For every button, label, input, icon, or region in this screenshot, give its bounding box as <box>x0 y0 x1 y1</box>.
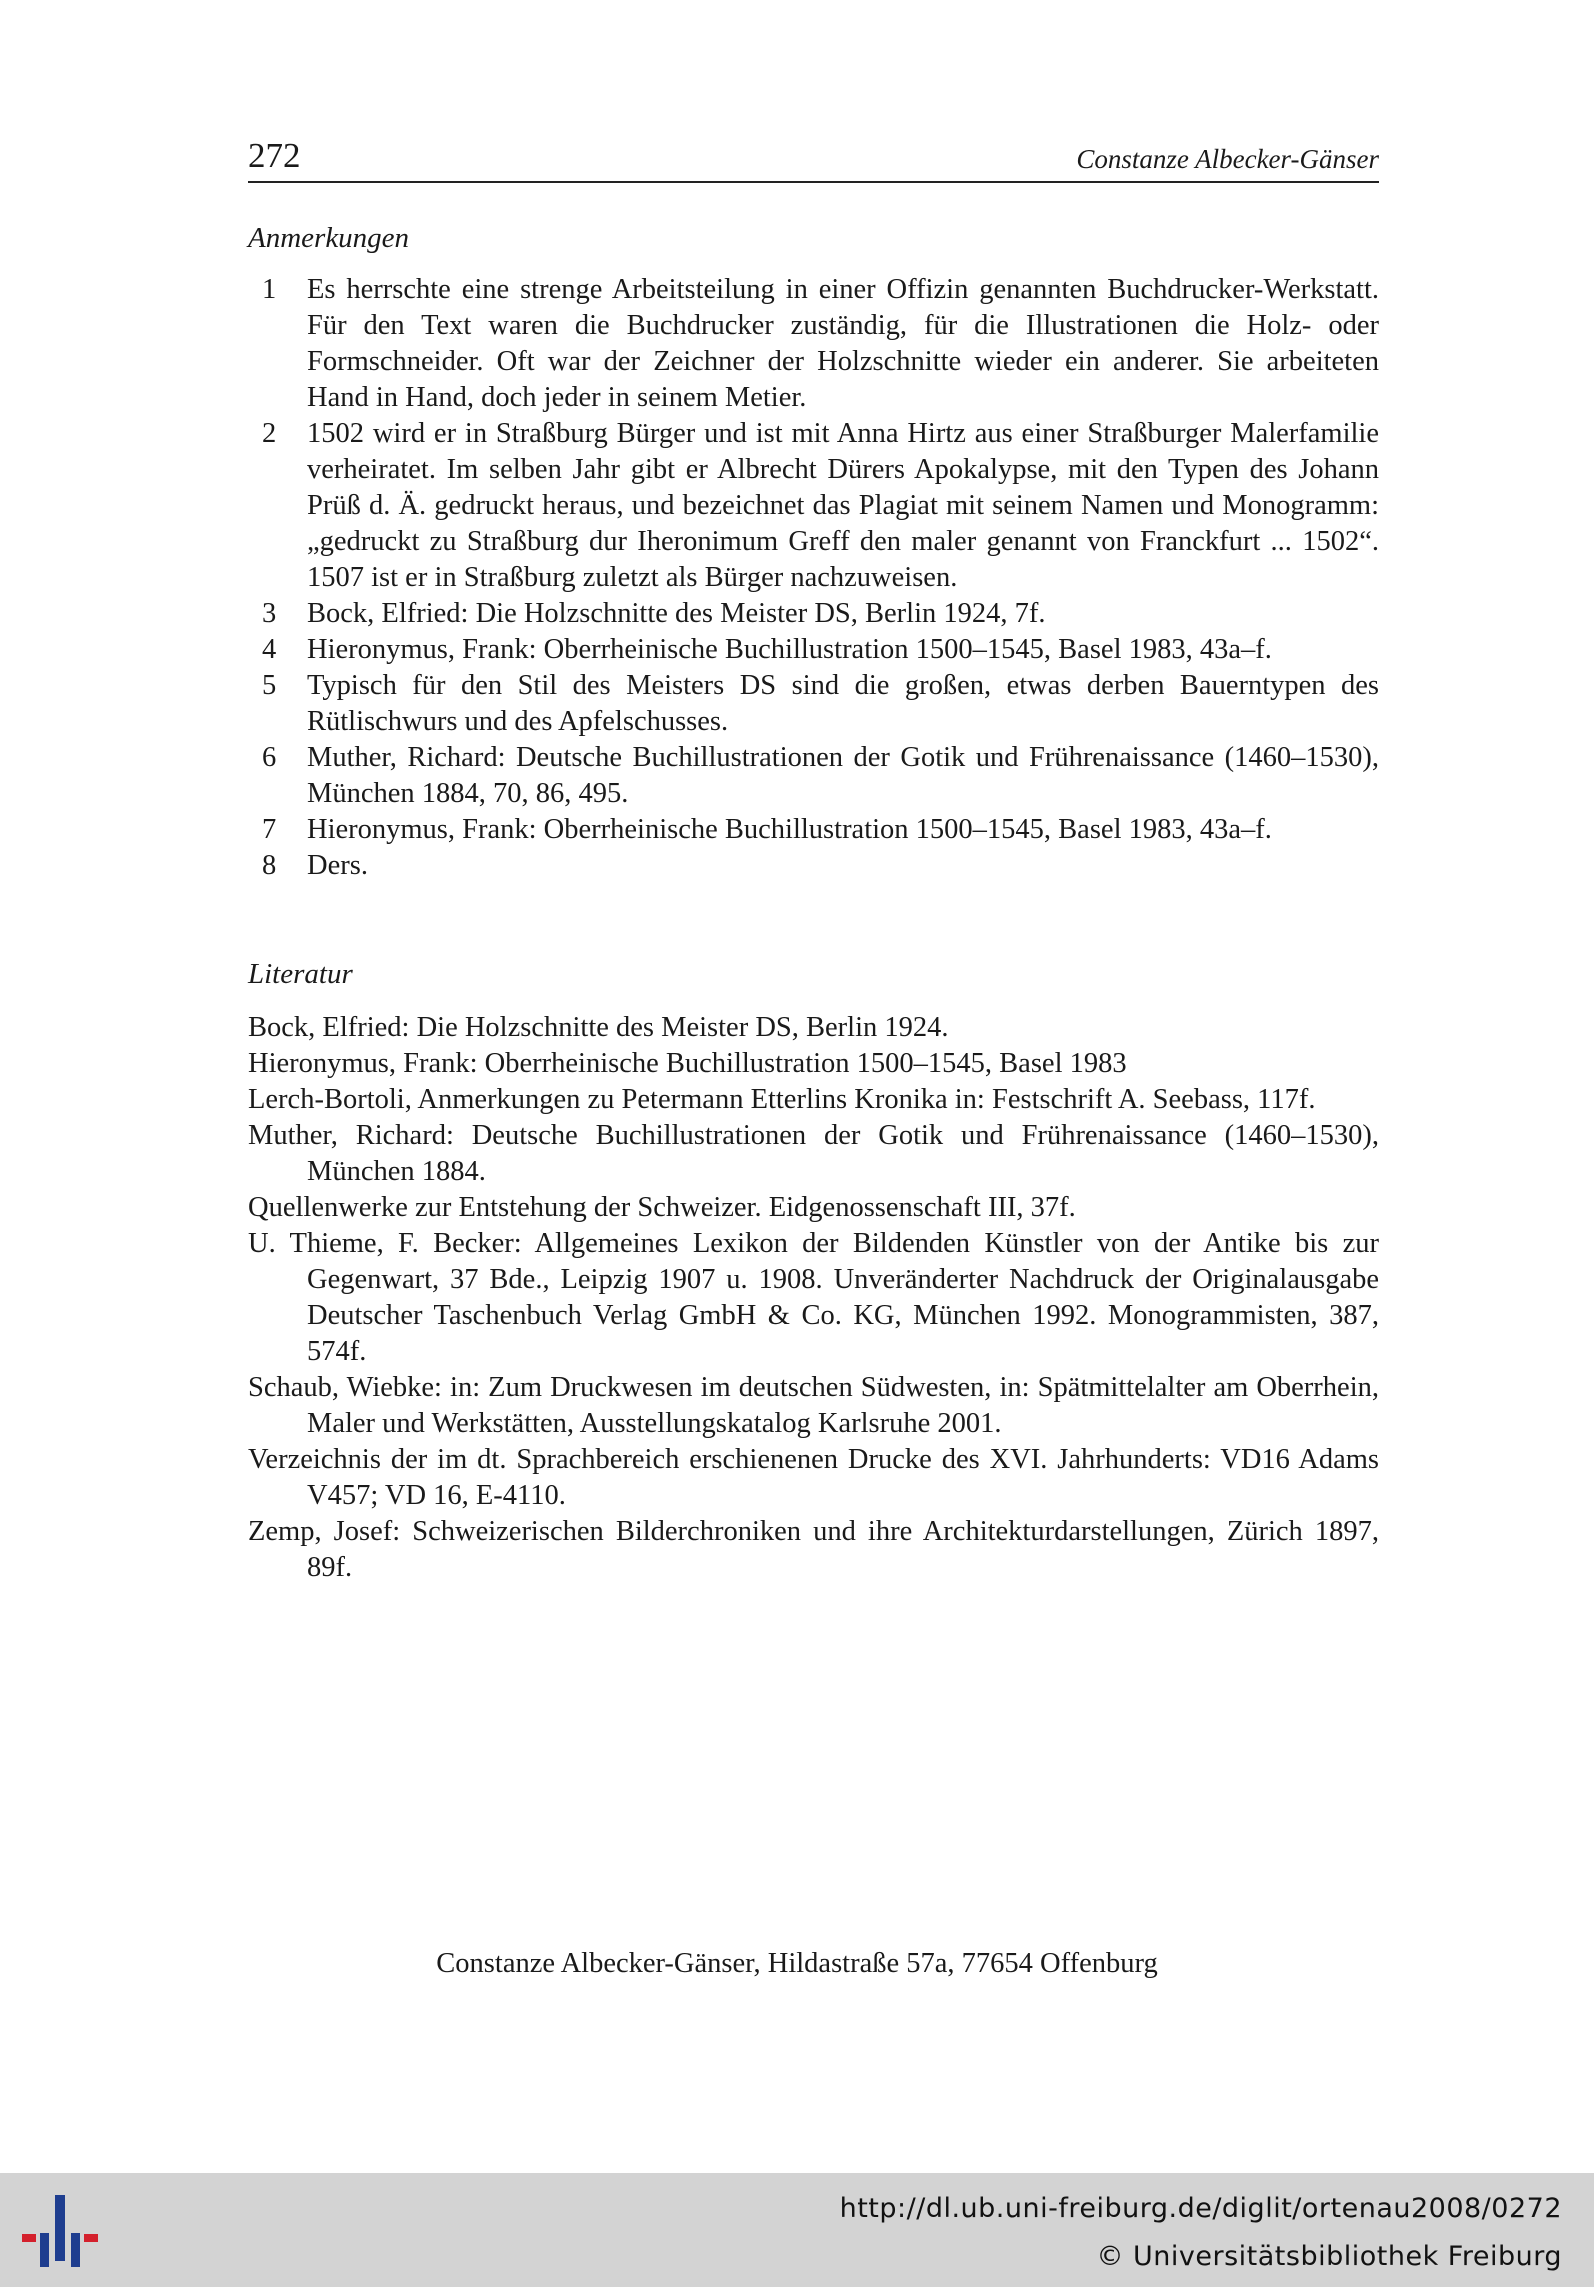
note-number: 8 <box>262 850 277 881</box>
literature-list <box>248 1010 1379 1586</box>
literature-item: U. Thieme, F. Becker: Allgemeines Lexikon der Bildenden Künstler von der Antike bis zur Gegenwart, 37 Bde., Leipzig 1907 u. 1908. Unveränderter Nachdruck der Originalausgabe Deutscher Taschenbuch Verlag GmbH & Co. KG, München 1992. Monogrammisten, 387, 574f. <box>248 1228 1379 1367</box>
note-item <box>248 632 1379 668</box>
author-address: Constanze Albecker-Gänser, Hildastraße 57a, 77654 Offenburg <box>436 1948 1158 1979</box>
footer-bar <box>0 2173 1594 2287</box>
literature-item: Bock, Elfried: Die Holzschnitte des Meister DS, Berlin 1924. <box>248 1012 949 1043</box>
note-text: Ders. <box>307 850 368 881</box>
literature-item: Quellenwerke zur Entstehung der Schweizer. Eidgenossenschaft III, 37f. <box>248 1192 1076 1223</box>
header-rule <box>248 181 1379 183</box>
note-item <box>248 668 1379 740</box>
note-text: Hieronymus, Frank: Oberrheinische Buchillustration 1500–1545, Basel 1983, 43a–f. <box>307 814 1272 845</box>
running-head: Constanze Albecker-Gänser <box>1076 144 1379 174</box>
source-url-link[interactable]: http://dl.ub.uni-freiburg.de/diglit/ortenau2008/0272 <box>839 2193 1562 2224</box>
copyright-notice: © Universitätsbibliothek Freiburg <box>1096 2241 1562 2272</box>
literature-item: Muther, Richard: Deutsche Buchillustrationen der Gotik und Frührenaissance (1460–1530), München 1884. <box>248 1120 1379 1187</box>
notes-list <box>248 272 1379 884</box>
ub-freiburg-logo-icon <box>22 2189 98 2275</box>
note-number: 3 <box>262 598 277 629</box>
literature-heading: Literatur <box>248 958 353 990</box>
note-text: Typisch für den Stil des Meisters DS sind die großen, etwas derben Bauerntypen des Rütlischwurs und des Apfelschusses. <box>307 670 1379 737</box>
note-number: 6 <box>262 742 277 773</box>
note-number: 5 <box>262 670 277 701</box>
note-text: Hieronymus, Frank: Oberrheinische Buchillustration 1500–1545, Basel 1983, 43a–f. <box>307 634 1272 665</box>
note-item <box>248 596 1379 632</box>
note-text: Bock, Elfried: Die Holzschnitte des Meister DS, Berlin 1924, 7f. <box>307 598 1046 629</box>
note-item <box>248 848 1379 884</box>
page-number: 272 <box>248 136 301 175</box>
literature-item: Hieronymus, Frank: Oberrheinische Buchillustration 1500–1545, Basel 1983 <box>248 1048 1127 1079</box>
literature-item: Lerch-Bortoli, Anmerkungen zu Petermann Etterlins Kronika in: Festschrift A. Seebass, 117f. <box>248 1084 1316 1115</box>
notes-heading: Anmerkungen <box>248 222 410 254</box>
literature-item: Verzeichnis der im dt. Sprachbereich erschienenen Drucke des XVI. Jahrhunderts: VD16 Adams V457; VD 16, E-4110. <box>248 1444 1379 1511</box>
note-item <box>248 740 1379 812</box>
note-item <box>248 272 1379 416</box>
note-number: 4 <box>262 634 277 665</box>
literature-item: Zemp, Josef: Schweizerischen Bilderchroniken und ihre Architekturdarstellungen, Zürich 1897, 89f. <box>248 1516 1379 1583</box>
note-text: 1502 wird er in Straßburg Bürger und ist mit Anna Hirtz aus einer Straßburger Malerfamilie verheiratet. Im selben Jahr gibt er Albrecht Dürers Apokalypse, mit den Typen des Johann Prüß d. Ä. gedruckt heraus, und bezeichnet das Plagiat mit seinem Namen und Monogramm: „gedruckt zu Straßburg dur Iheronimum Greff den maler genannt von Franckfurt ... 1502“. 1507 ist er in Straßburg zuletzt als Bürger nachzuweisen. <box>307 418 1379 593</box>
note-number: 2 <box>262 418 277 449</box>
literature-item: Schaub, Wiebke: in: Zum Druckwesen im deutschen Südwesten, in: Spätmittelalter am Oberrhein, Maler und Werkstätten, Ausstellungskatalog Karlsruhe 2001. <box>248 1372 1379 1439</box>
note-text: Es herrschte eine strenge Arbeitsteilung in einer Offizin genannten Buchdrucker-Werkstatt. Für den Text waren die Buchdrucker zuständig, für die Illustrationen die Holz- oder Formschneider. Oft war der Zeichner der Holzschnitte wieder ein anderer. Sie arbeiteten Hand in Hand, doch jeder in seinem Metier. <box>307 274 1379 413</box>
note-number: 1 <box>262 274 277 305</box>
note-number: 7 <box>262 814 277 845</box>
note-item <box>248 812 1379 848</box>
note-item <box>248 416 1379 596</box>
note-text: Muther, Richard: Deutsche Buchillustrationen der Gotik und Frührenaissance (1460–1530), München 1884, 70, 86, 495. <box>307 742 1379 809</box>
